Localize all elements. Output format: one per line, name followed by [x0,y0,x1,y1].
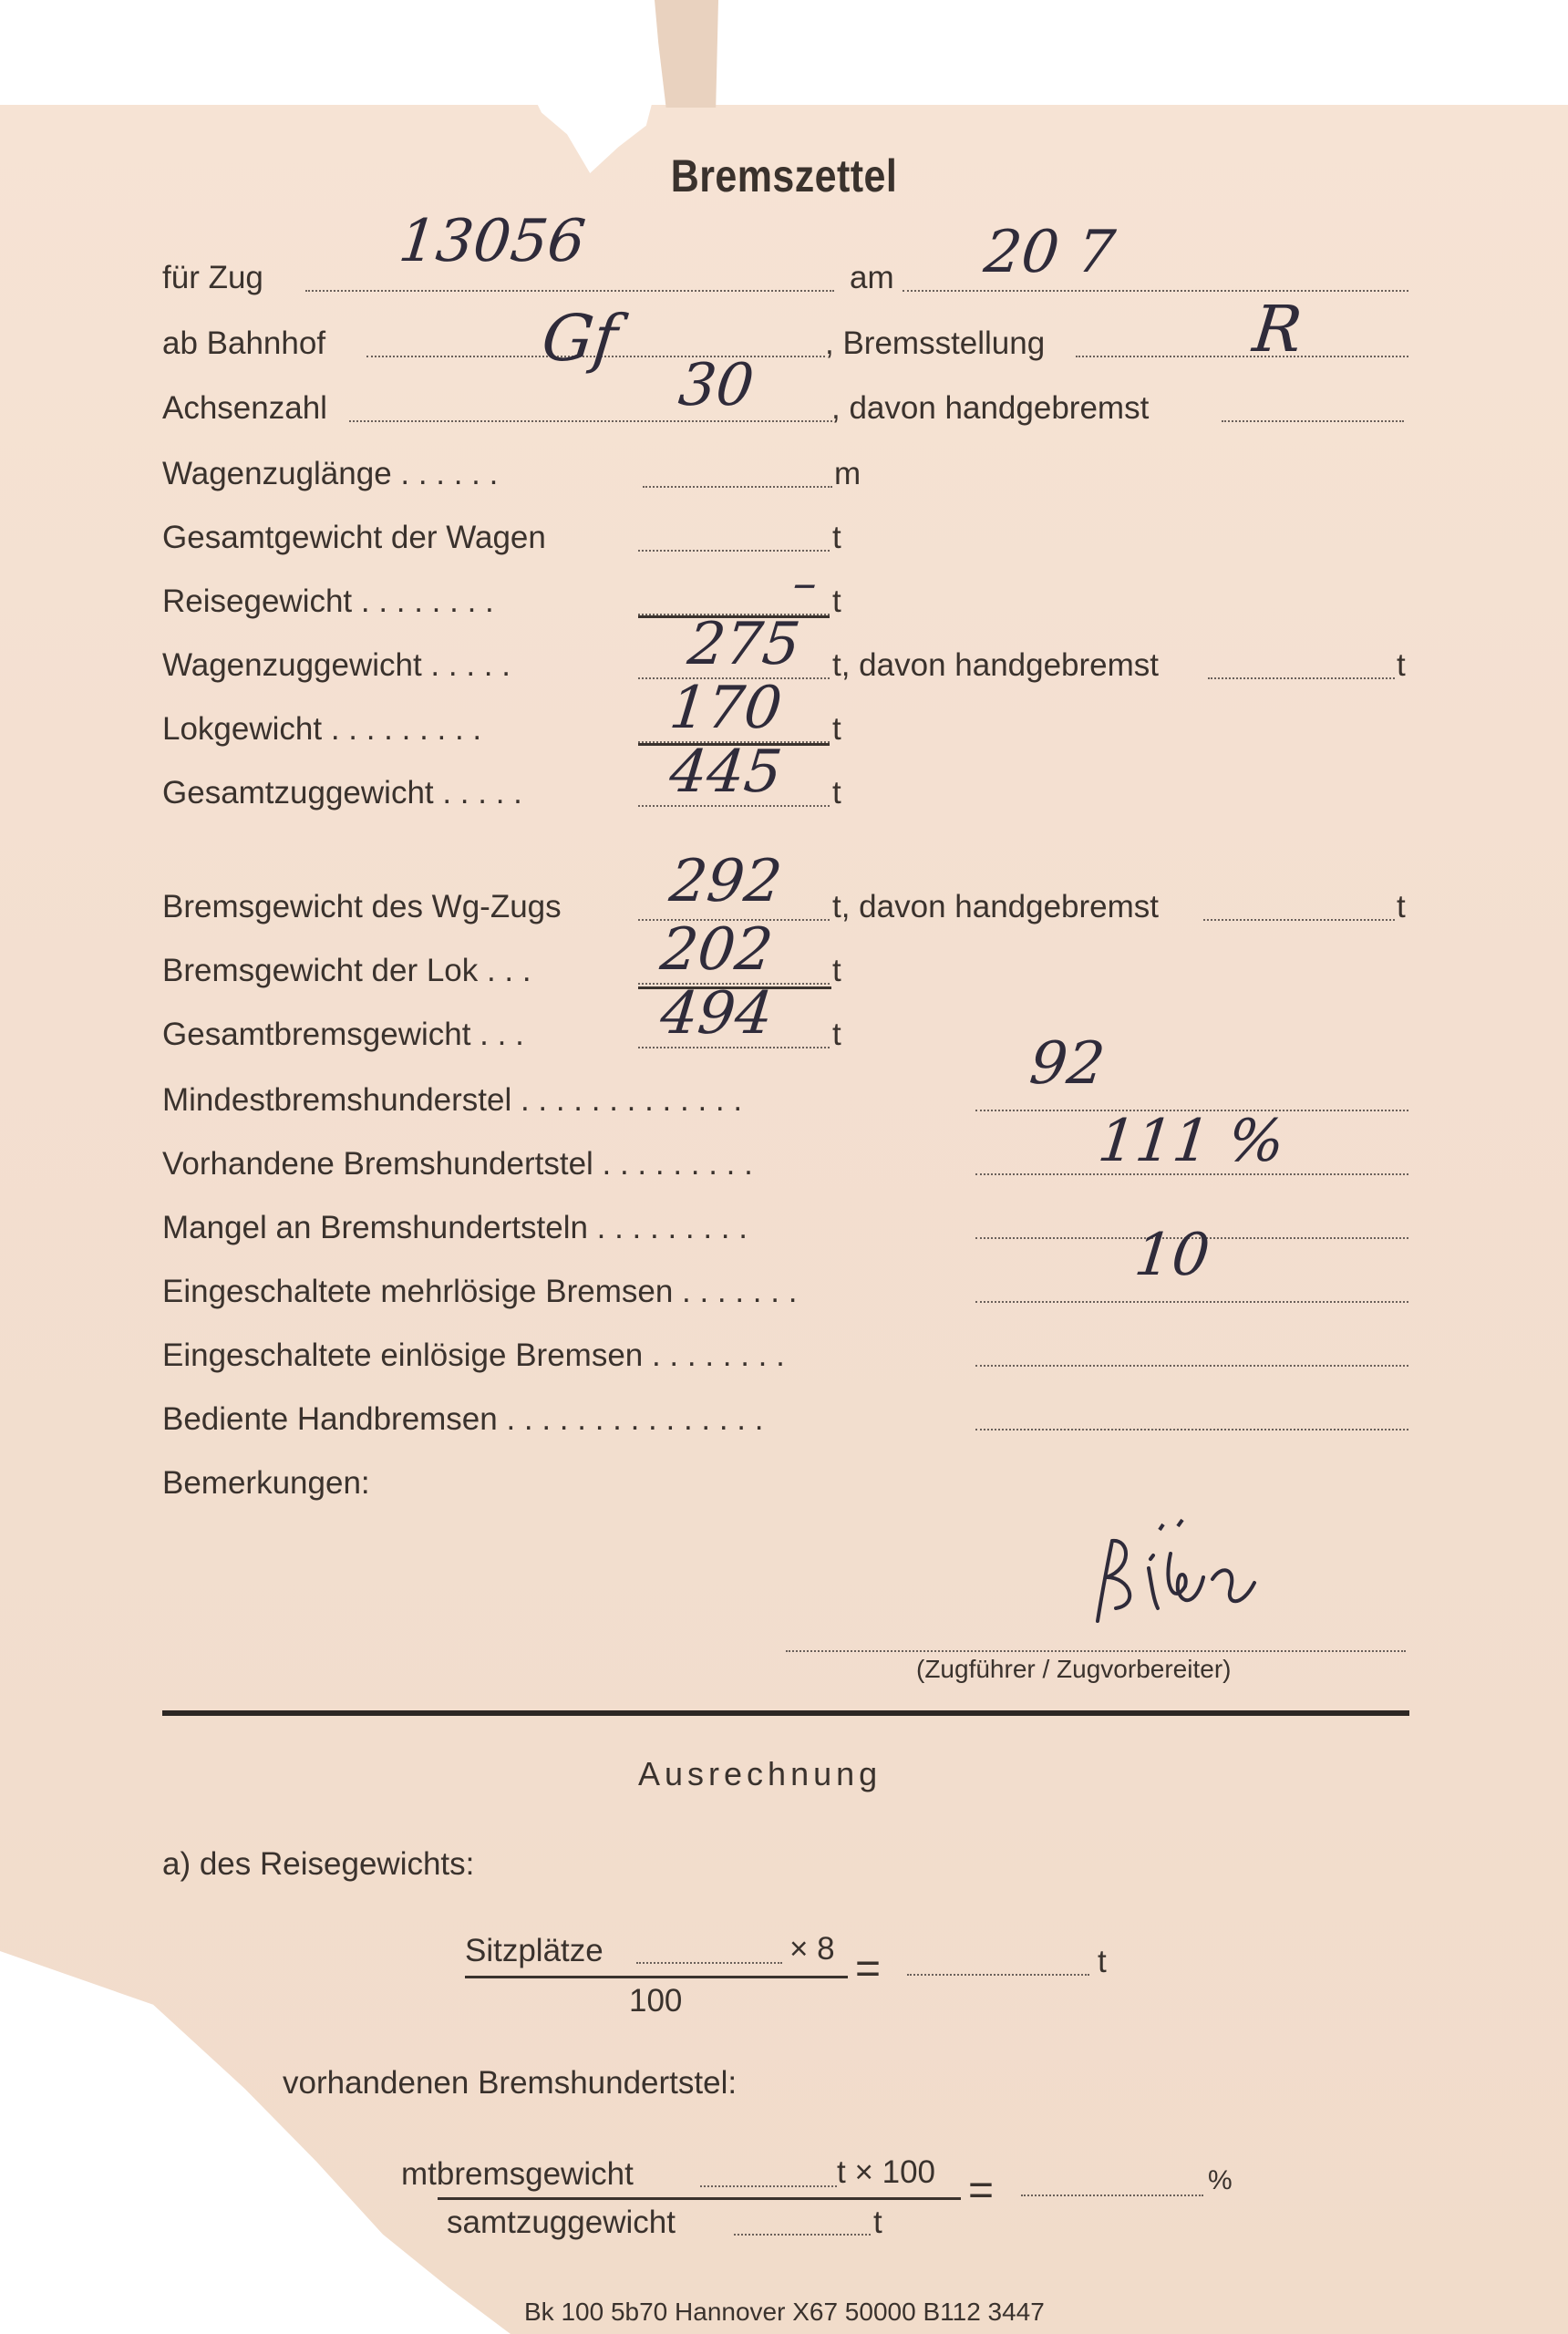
bremsstellung-dots [1076,356,1408,357]
brake-unit: t, davon handgebremst [832,889,1160,924]
weight-value: 275 [685,611,804,678]
brake-unit-t: t [1397,889,1406,924]
weight-label: Gesamtgewicht der Wagen [162,520,546,555]
achsenzahl-value: 30 [676,352,758,419]
weight-unit: t, davon handgebremst [832,647,1160,683]
handgebremst-dots [1208,677,1395,679]
weight-value: – [789,556,820,611]
weight-unit: t [832,584,841,619]
percent-label: Bediente Handbremsen . . . . . . . . . . . . . . . [162,1401,764,1437]
weight-label: Wagenzuggewicht . . . . . [162,647,511,683]
signature-mark [1076,1513,1276,1641]
zug-label: für Zug [162,260,263,295]
print-imprint: Bk 100 5b70 Hannover X67 50000 B112 3447 [524,2298,1045,2326]
fraction-bar [465,1976,848,1978]
weight-unit-t: t [1397,647,1406,683]
brake-unit: t [832,953,841,988]
percent-label: Vorhandene Bremshundertstel . . . . . . . . . [162,1146,753,1182]
denominator-unit: t [873,2205,882,2240]
weight-label: Wagenzuglänge . . . . . . [162,456,499,491]
calc-a-label: a) des Reisegewichts: [162,1846,475,1882]
fraction-bar [438,2197,961,2200]
percent-value: 111 % [1095,1108,1288,1175]
remarks-label: Bemerkungen: [162,1465,370,1501]
weight-unit: t [832,775,841,811]
weight-label: Reisegewicht . . . . . . . . [162,584,494,619]
handgebremst-dots [1203,919,1395,921]
form-title: Bremszettel [670,150,898,201]
percent-label: Eingeschaltete einlösige Bremsen . . . . . . . . [162,1337,785,1373]
achsenzahl-label: Achsenzahl [162,390,327,426]
equals-sign: = [855,1945,882,1993]
brake-value: 202 [657,916,777,984]
brake-label: Bremsgewicht des Wg-Zugs [162,889,562,924]
denominator-label: samtzuggewicht [447,2205,676,2240]
am-label: am [850,260,894,295]
signature-line [786,1650,1406,1652]
weight-dots [638,550,830,552]
brake-unit: t [832,1017,841,1052]
calc-b-label: vorhandenen Bremshundertstel: [283,2065,738,2101]
numerator-label: mtbremsgewicht [401,2156,634,2192]
equals-sign: = [968,2166,995,2215]
percent-label: Mindestbremshunderstel . . . . . . . . . . . . . [162,1082,743,1118]
percent-value: 10 [1131,1222,1213,1289]
signature-caption: (Zugführer / Zugvorbereiter) [916,1655,1232,1683]
bremsstellung-value: R [1249,292,1306,367]
achs-handgebremst-dots [1222,420,1404,422]
percent-dots [975,1429,1408,1430]
bahnhof-label: ab Bahnhof [162,325,326,361]
weight-unit: t [832,711,841,747]
am-date: 20 7 [981,219,1119,286]
calc-heading: Ausrechnung [638,1755,882,1792]
weight-value: 445 [666,738,786,806]
percent-dots [975,1365,1408,1367]
numerator-dots [700,2185,837,2187]
percent-label: Mangel an Bremshundertsteln . . . . . . . . . [162,1210,748,1245]
sitzplaetze-label: Sitzplätze [465,1933,603,1968]
achs-handgebremst-label: , davon handgebremst [831,390,1150,426]
zug-dots [305,290,834,292]
denominator: 100 [629,1983,683,2019]
bahnhof-value: Gf [538,301,622,376]
percent-value: 92 [1026,1030,1109,1098]
brake-value: 494 [657,980,777,1048]
times-eight: × 8 [789,1931,835,1967]
zug-number: 13056 [396,208,589,275]
section-divider [162,1710,1409,1716]
achsenzahl-dots [349,420,832,422]
percent-sign: % [1208,2165,1233,2195]
brake-value: 292 [666,848,786,915]
times-hundred: t × 100 [837,2154,936,2190]
weight-label: Lokgewicht . . . . . . . . . [162,711,482,747]
weight-value: 170 [666,675,786,742]
bremsstellung-label: , Bremsstellung [825,325,1046,361]
brake-label: Bremsgewicht der Lok . . . [162,953,531,988]
weight-label: Gesamtzuggewicht . . . . . [162,775,522,811]
torn-paper-flap [655,0,718,108]
sitzplaetze-dots [636,1962,782,1964]
percent-label: Eingeschaltete mehrlösige Bremsen . . . . . . . [162,1274,798,1309]
am-dots [903,290,1408,292]
percent-result-dots [1021,2195,1203,2196]
brake-label: Gesamtbremsgewicht . . . [162,1017,524,1052]
weight-unit: m [834,456,861,491]
result-unit: t [1098,1944,1107,1979]
weight-unit: t [832,520,841,555]
result-dots [907,1974,1089,1976]
percent-dots [975,1301,1408,1303]
weight-dots [643,486,832,488]
denominator-dots [734,2234,871,2236]
